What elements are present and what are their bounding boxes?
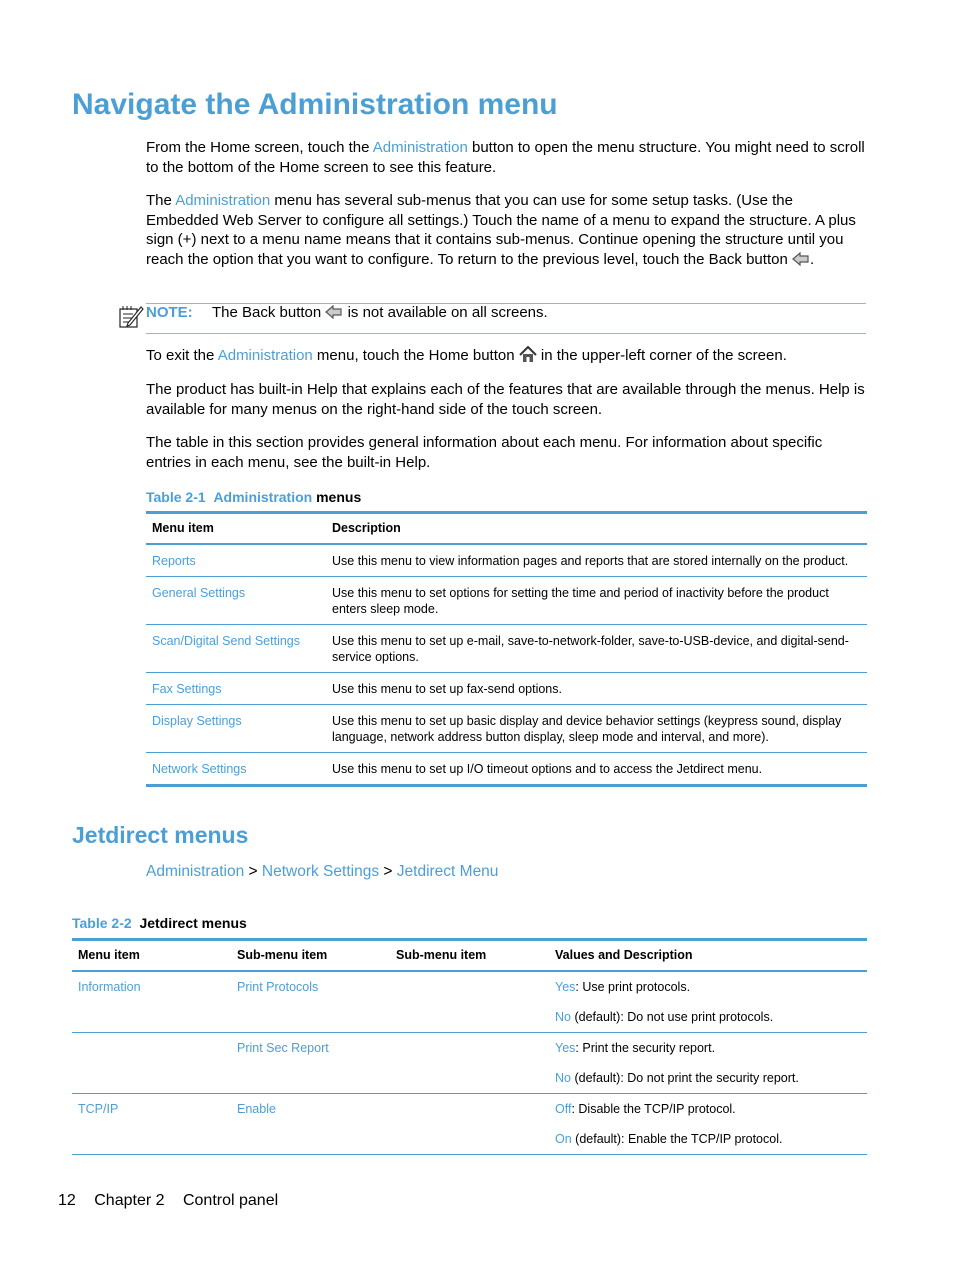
administration-menus-table: [146, 511, 867, 787]
menu-description: Use this menu to set up e-mail, save-to-network-folder, save-to-USB-device, and digital-send-service options.: [332, 633, 849, 664]
table-2-caption: Table 2-2 Jetdirect menus: [72, 915, 247, 931]
table-row: [72, 1117, 867, 1155]
back-arrow-icon: [792, 251, 810, 273]
breadcrumb-item[interactable]: Jetdirect Menu: [396, 863, 499, 880]
value-description: Yes: Print the security report.: [555, 1040, 716, 1055]
submenu-item: [231, 1056, 390, 1094]
note-label: NOTE:: [146, 304, 193, 321]
note-icon: [118, 305, 144, 334]
menu-item-link[interactable]: Scan/Digital Send Settings: [152, 633, 301, 648]
submenu-item: [390, 1093, 549, 1117]
menu-item: [72, 1032, 231, 1056]
value-option[interactable]: No: [555, 1070, 571, 1085]
menu-item: [72, 1117, 231, 1155]
help-paragraph: The product has built-in Help that explains each of the features that are available through the menus. Help is available for many menus on the right-hand side of the touch screen.: [146, 381, 865, 418]
value-description: Yes: Use print protocols.: [555, 979, 691, 994]
value-option[interactable]: Off: [555, 1101, 572, 1116]
exit-paragraph: To exit the Administration menu, touch the Home button in the upper-left corner of the screen.: [146, 346, 866, 369]
table-row: [72, 995, 867, 1033]
submenu-item: [390, 1032, 549, 1056]
table-header-row: [72, 940, 867, 971]
column-header: Menu item: [78, 948, 140, 963]
menu-item-link[interactable]: TCP/IP: [78, 1101, 119, 1116]
note-box: [146, 303, 866, 334]
column-header: Sub-menu item: [396, 948, 487, 963]
table-row: [146, 752, 867, 785]
table-row: [72, 971, 867, 995]
column-header: Sub-menu item: [237, 948, 328, 963]
menu-item-link[interactable]: Display Settings: [152, 713, 242, 728]
menu-item-link[interactable]: Fax Settings: [152, 681, 222, 696]
value-option[interactable]: No: [555, 1009, 571, 1024]
value-option[interactable]: On: [555, 1131, 572, 1146]
breadcrumb-item[interactable]: Network Settings: [261, 863, 380, 880]
jetdirect-menus-table: [72, 938, 867, 1155]
column-header: Description: [332, 521, 401, 536]
intro-paragraph-2: The Administration menu has several sub-menus that you can use for some setup tasks. (Use the Embedded Web Server to configure all settings.) Touch the name of a menu to expand the structure. A plus sign (+) next to a menu name means that it contains sub-menus. Continue opening the structure until you reach the option that you want to configure. To return to the previous level, touch the Back button .: [146, 191, 866, 272]
intro-paragraph-1: From the Home screen, touch the Administration button to open the menu structure. You might need to scroll to the bottom of the Home screen to see this feature.: [146, 139, 865, 176]
submenu-item: [390, 1056, 549, 1094]
value-description: On (default): Enable the TCP/IP protocol.: [549, 1117, 867, 1155]
chapter-label: Chapter 2: [94, 1192, 165, 1209]
submenu-item: [231, 995, 390, 1033]
column-header: Values and Description: [555, 948, 693, 963]
back-arrow-icon: [325, 304, 343, 324]
page-footer: [58, 1192, 292, 1210]
table-intro-paragraph: The table in this section provides general information about each menu. For information about specific entries in each menu, see the built-in Help.: [146, 434, 823, 471]
table-row: [72, 1056, 867, 1094]
table-row: [146, 624, 867, 672]
table-row: [72, 1093, 867, 1117]
table-row: [146, 576, 867, 624]
table-header-row: [146, 513, 867, 544]
menu-description: Use this menu to set up I/O timeout options and to access the Jetdirect menu.: [332, 761, 763, 776]
value-option[interactable]: Yes: [555, 979, 576, 994]
submenu-item: [390, 971, 549, 995]
home-icon: [519, 346, 537, 369]
menu-description: Use this menu to set up fax-send options.: [332, 681, 562, 696]
column-header: Menu item: [152, 521, 214, 536]
value-description: Off: Disable the TCP/IP protocol.: [555, 1101, 736, 1116]
administration-link[interactable]: Administration: [217, 347, 313, 364]
value-description: No (default): Do not use print protocols.: [549, 995, 867, 1033]
page-title: Navigate the Administration menu: [72, 88, 558, 121]
submenu-item-link[interactable]: Print Sec Report: [237, 1040, 329, 1055]
breadcrumb: [146, 862, 866, 882]
table-1-caption: Table 2-1 Administration menus: [146, 489, 362, 505]
menu-description: Use this menu to view information pages and reports that are stored internally on the product.: [332, 553, 849, 568]
submenu-item-link[interactable]: Print Protocols: [237, 979, 319, 994]
breadcrumb-separator: >: [248, 863, 258, 880]
table-row: [72, 1032, 867, 1056]
breadcrumb-separator: >: [383, 863, 393, 880]
menu-item: [72, 1056, 231, 1094]
administration-link[interactable]: Administration: [175, 192, 271, 209]
administration-link[interactable]: Administration: [372, 139, 468, 156]
table-row: [146, 704, 867, 752]
menu-item-link[interactable]: Reports: [152, 553, 196, 568]
chapter-title: Control panel: [182, 1192, 279, 1209]
note-text: The Back button is not available on all screens.: [212, 304, 548, 324]
menu-item-link[interactable]: General Settings: [152, 585, 246, 600]
submenu-item: [231, 1117, 390, 1155]
table-row: [146, 544, 867, 577]
table-row: [146, 672, 867, 704]
menu-item-link[interactable]: Information: [78, 979, 141, 994]
submenu-item: [390, 1117, 549, 1155]
page-number: 12: [58, 1192, 76, 1209]
value-description: No (default): Do not print the security report.: [549, 1056, 867, 1094]
breadcrumb-item[interactable]: Administration: [146, 863, 245, 880]
menu-item: [72, 995, 231, 1033]
section-title: Jetdirect menus: [72, 822, 249, 848]
menu-description: Use this menu to set options for setting the time and period of inactivity before the product enters sleep mode.: [332, 585, 829, 616]
submenu-item-link[interactable]: Enable: [237, 1101, 276, 1116]
menu-item-link[interactable]: Network Settings: [152, 761, 247, 776]
value-option[interactable]: Yes: [555, 1040, 576, 1055]
submenu-item: [390, 995, 549, 1033]
menu-description: Use this menu to set up basic display and device behavior settings (keypress sound, display language, network address button display, sleep mode and interval, and more).: [332, 713, 842, 744]
